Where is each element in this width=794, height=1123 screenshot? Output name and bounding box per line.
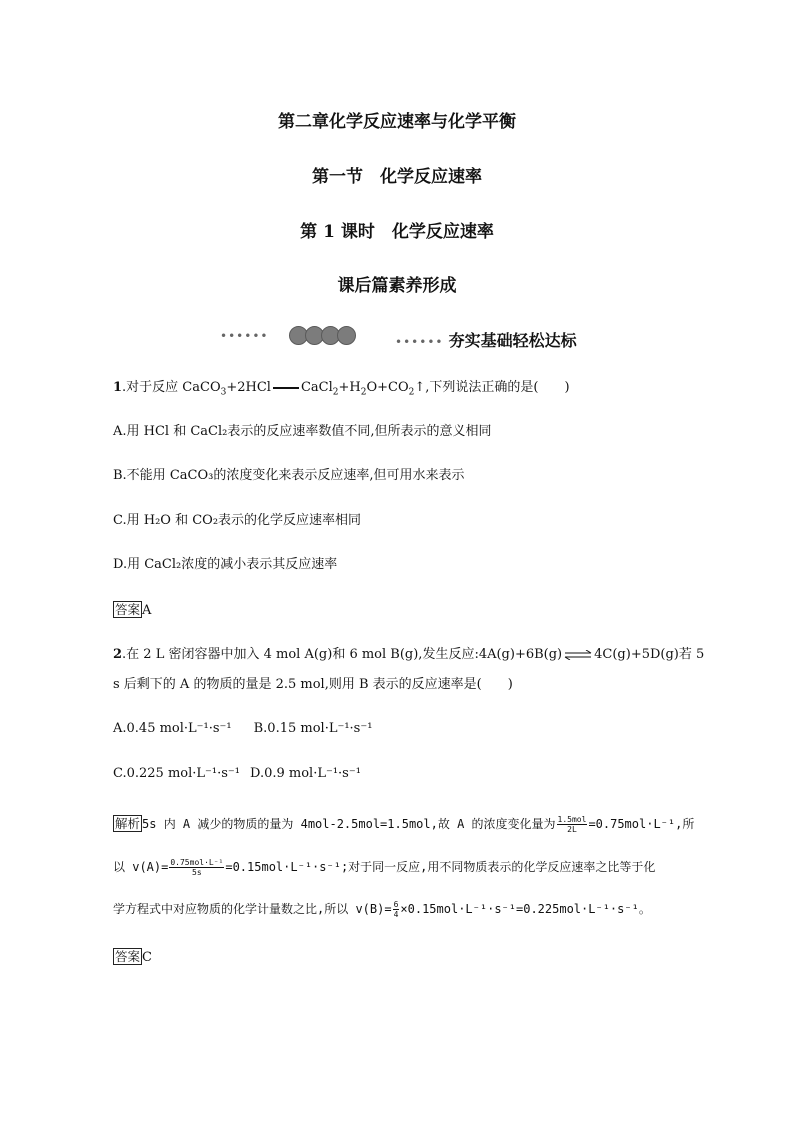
q2-analysis-line3 xyxy=(113,900,651,919)
fraction-2 xyxy=(169,858,224,877)
q1-stem-text: .对于反应 CaCO xyxy=(122,380,221,395)
fraction-1-numerator: 1.5mol xyxy=(557,815,587,824)
q2-answer-value: C xyxy=(142,950,152,965)
q2-analysis-line2 xyxy=(113,858,655,877)
analysis-text-3b: ×0.15mol·L⁻¹·s⁻¹=0.225mol·L⁻¹·s⁻¹。 xyxy=(400,902,651,916)
q1-number: 1 xyxy=(113,380,123,395)
analysis-text-2a: 以 v(A)= xyxy=(113,860,169,874)
answer-label-box: 答案 xyxy=(115,602,141,617)
answer-label-box: 答案 xyxy=(115,949,141,964)
lesson-title: 第 1 课时 化学反应速率 xyxy=(300,222,494,242)
q2-stem-text: .在 2 L 密闭容器中加入 4 mol A(g)和 6 mol B(g),发生反应:4A(g)+6B(g) xyxy=(122,647,563,662)
analysis-text-2b: =0.15mol·L⁻¹·s⁻¹;对于同一反应,用不同物质表示的化学反应速率之比等于化 xyxy=(225,860,656,874)
q2-options-row2 xyxy=(113,766,361,782)
section-title: 第一节 化学反应速率 xyxy=(312,167,482,187)
q2-stem-line1 xyxy=(113,647,704,663)
q1-stem-tail: 下列说法正确的是( ) xyxy=(429,380,570,395)
analysis-text-1b: =0.75mol·L⁻¹,所 xyxy=(588,817,695,831)
fraction-1-denominator: 2L xyxy=(567,825,577,834)
q1-stem: 1.对于反应 CaCO$_3$+2HCl $CaCl_2+H_2O+CO_2↑$,下列说法正确的是( ) xyxy=(113,380,570,398)
q2-analysis-line1 xyxy=(113,815,694,834)
circle-icon xyxy=(337,326,356,345)
analysis-text-3a: 学方程式中对应物质的化学计量数之比,所以 v(B)= xyxy=(113,902,392,916)
reversible-arrow-icon xyxy=(564,650,592,660)
fraction-2-numerator: 0.75mol·L⁻¹ xyxy=(170,858,224,867)
fraction-3-numerator: 6 xyxy=(393,900,399,909)
q1-option-a: A.用 HCl 和 CaCl₂表示的反应速率数值不同,但所表示的意义相同 xyxy=(113,424,492,439)
banner-decoration xyxy=(220,325,356,345)
q1-answer-value: A xyxy=(142,603,152,618)
q1-option-d: D.用 CaCl₂浓度的减小表示其反应速率 xyxy=(113,557,338,572)
fraction-3-denominator: 4 xyxy=(393,910,399,919)
dotted-line-icon: •••••• xyxy=(395,335,444,349)
part-title: 课后篇素养形成 xyxy=(337,276,457,296)
q1-answer xyxy=(113,602,151,619)
fraction-3 xyxy=(393,900,400,919)
q2-number: 2 xyxy=(113,647,123,662)
q1-option-b: B.不能用 CaCO₃的浓度变化来表示反应速率,但可用水来表示 xyxy=(113,468,465,483)
analysis-label-box: 解析 xyxy=(115,816,141,831)
dotted-line-icon: •••••• xyxy=(220,329,269,343)
analysis-text-1a: 5s 内 A 减少的物质的量为 4mol-2.5mol=1.5mol,故 A 的浓度变化量为 xyxy=(142,817,556,831)
equals-icon xyxy=(273,387,299,389)
q1-option-c: C.用 H₂O 和 CO₂表示的化学反应速率相同 xyxy=(113,513,362,528)
fraction-1 xyxy=(557,815,588,834)
fraction-2-denominator: 5s xyxy=(192,868,202,877)
q2-option-c: C.0.225 mol·L⁻¹·s⁻¹ xyxy=(113,766,240,781)
q2-options-row1 xyxy=(113,721,372,737)
chapter-title: 第二章化学反应速率与化学平衡 xyxy=(278,112,516,132)
q2-stem-text-post: 4C(g)+5D(g)若 5 xyxy=(594,647,705,662)
q2-stem-line2: s 后剩下的 A 的物质的量是 2.5 mol,则用 B 表示的反应速率是( ) xyxy=(113,677,513,692)
q2-option-b: B.0.15 mol·L⁻¹·s⁻¹ xyxy=(253,721,373,736)
q2-option-d: D.0.9 mol·L⁻¹·s⁻¹ xyxy=(250,766,361,781)
q2-option-a: A.0.45 mol·L⁻¹·s⁻¹ xyxy=(113,721,232,736)
q2-answer xyxy=(113,949,152,966)
banner-label: 夯实基础轻松达标 xyxy=(448,331,577,350)
